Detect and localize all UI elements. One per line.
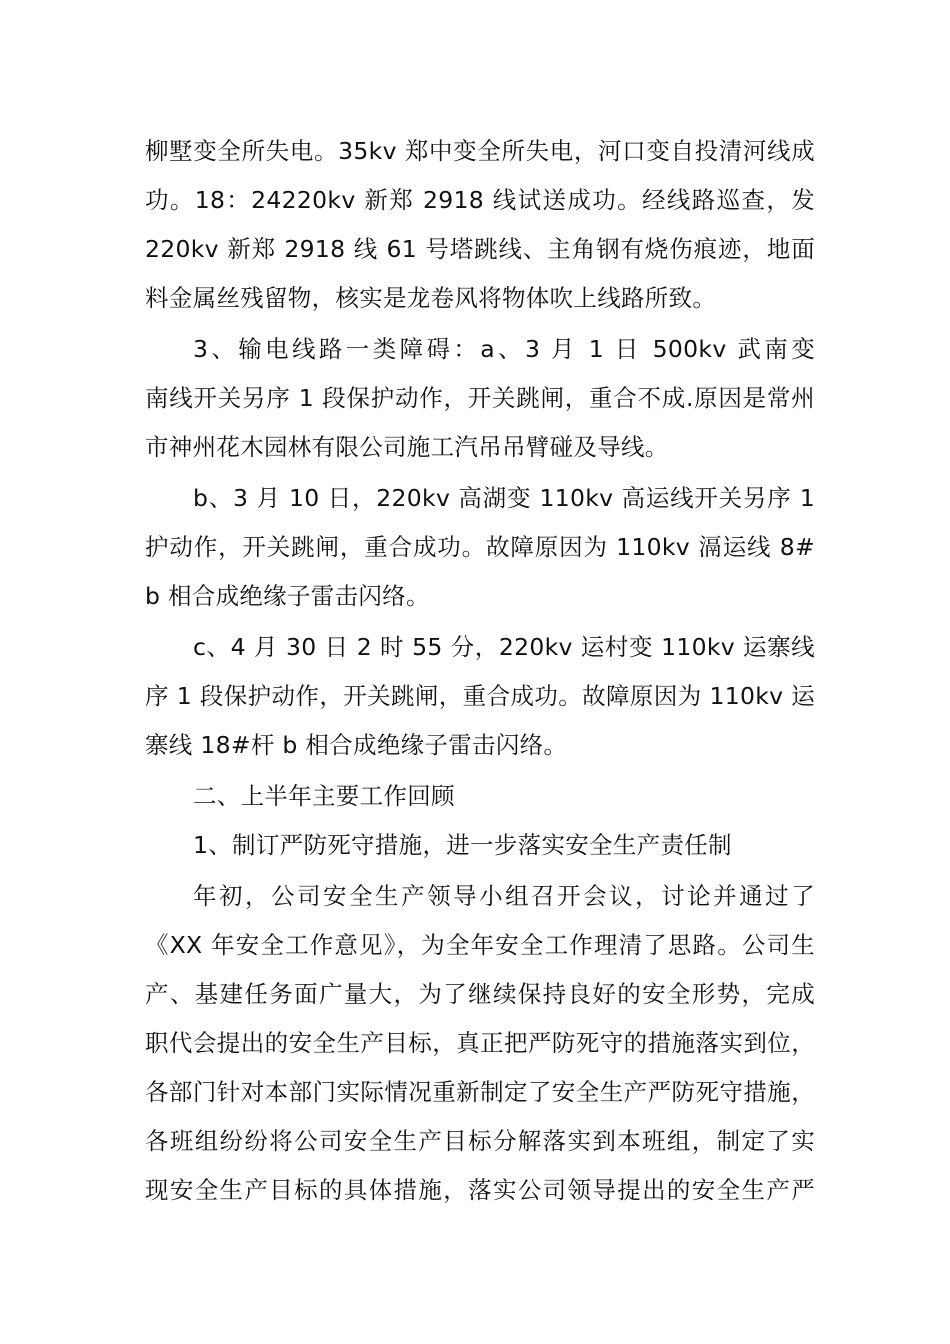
paragraph-line: 市神州花木园林有限公司施工汽吊吊臂碰及导线。 xyxy=(145,433,669,461)
paragraph-line: 功。18：24220kv 新郑 2918 线试送成功。经线路巡查，发 xyxy=(145,186,815,214)
paragraph-line: 序 1 段保护动作，开关跳闸，重合成功。故障原因为 110kv 运 xyxy=(145,682,815,710)
paragraph-line: 现安全生产目标的具体措施，落实公司领导提出的安全生产严 xyxy=(145,1176,815,1204)
paragraph-line: 料金属丝残留物，核实是龙卷风将物体吹上线路所致。 xyxy=(145,284,717,312)
paragraph-line: b 相合成绝缘子雷击闪络。 xyxy=(145,582,430,610)
paragraph-line: 产、基建任务面广量大，为了继续保持良好的安全形势，完成 xyxy=(145,980,815,1008)
paragraph-line: 各部门针对本部门实际情况重新制定了安全生产严防死守措施， xyxy=(145,1078,815,1106)
paragraph-line: 职代会提出的安全生产目标，真正把严防死守的措施落实到位， xyxy=(145,1029,815,1057)
paragraph-line: 220kv 新郑 2918 线 61 号塔跳线、主角钢有烧伤痕迹，地面 xyxy=(145,235,815,263)
paragraph-line: 护动作，开关跳闸，重合成功。故障原因为 110kv 滆运线 8# xyxy=(145,533,815,561)
paragraph-line: 各班组纷纷将公司安全生产目标分解落实到本班组，制定了实 xyxy=(145,1127,815,1155)
paragraph-line: 年初，公司安全生产领导小组召开会议，讨论并通过了 xyxy=(193,882,815,910)
subsection-heading: 1、制订严防死守措施，进一步落实安全生产责任制 xyxy=(193,831,732,859)
paragraph-line: 《XX 年安全工作意见》，为全年安全工作理清了思路。公司生 xyxy=(145,931,815,959)
paragraph-line: b、3 月 10 日，220kv 高湖变 110kv 高运线开关另序 1 xyxy=(193,484,815,512)
paragraph-line: 寨线 18#杆 b 相合成绝缘子雷击闪络。 xyxy=(145,731,568,759)
paragraph-line: c、4 月 30 日 2 时 55 分，220kv 运村变 110kv 运寨线 xyxy=(193,633,815,661)
section-heading: 二、上半年主要工作回顾 xyxy=(193,782,455,810)
paragraph-line: 柳墅变全所失电。35kv 郑中变全所失电，河口变自投清河线成 xyxy=(145,137,815,165)
paragraph-line: 3、输电线路一类障碍：a、3 月 1 日 500kv 武南变 xyxy=(193,335,815,363)
paragraph-line: 南线开关另序 1 段保护动作，开关跳闸，重合不成.原因是常州 xyxy=(145,384,815,412)
